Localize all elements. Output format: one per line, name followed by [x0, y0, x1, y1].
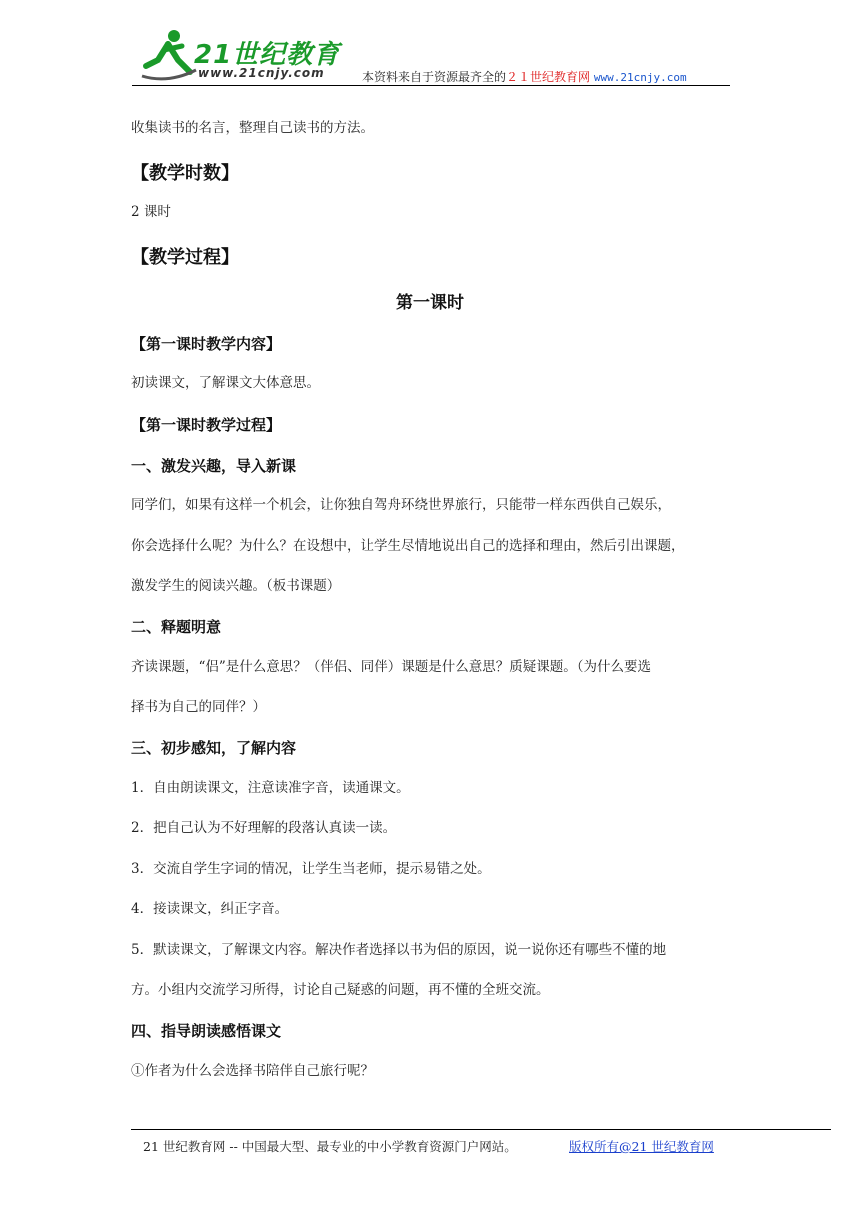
lesson-content-paragraph: 初读课文，了解课文大体意思。	[131, 375, 320, 391]
site-logo	[138, 26, 348, 86]
section-4-title: 四、指导朗读感悟课文	[131, 1022, 282, 1040]
section-3-title: 三、初步感知，了解内容	[131, 739, 297, 757]
lesson-process-heading: 【第一课时教学过程】	[131, 416, 282, 434]
lesson-content-heading: 【第一课时教学内容】	[131, 335, 282, 353]
section-3-item: 4．接读课文，纠正字音。	[131, 901, 289, 917]
section-3-item: 1．自由朗读课文，注意读准字音，读通课文。	[131, 780, 410, 796]
logo-brand-text: 21世纪教育	[194, 40, 341, 70]
section-1-line: 你会选择什么呢？为什么？在设想中，让学生尽情地说出自己的选择和理由，然后引出课题，	[131, 538, 685, 554]
section-3-item: 3．交流自学生字词的情况，让学生当老师，提示易错之处。	[131, 861, 491, 877]
header-note-prefix: 本资料来自于资源最齐全的	[362, 70, 507, 84]
section-1-line: 同学们，如果有这样一个机会，让你独自驾舟环绕世界旅行，只能带一样东西供自己娱乐，	[131, 497, 671, 513]
section-2-title: 二、释题明意	[131, 618, 222, 636]
teaching-hours-value: 2 课时	[131, 204, 171, 220]
header-note-brand: ２１世纪教育网	[506, 70, 591, 84]
header-note	[362, 68, 687, 85]
section-1-title: 一、激发兴趣，导入新课	[131, 457, 297, 475]
logo-url-text: www.21cnjy.com	[198, 66, 325, 80]
teaching-hours-heading: 【教学时数】	[131, 163, 239, 184]
lesson-title: 第一课时	[396, 293, 464, 313]
collect-paragraph: 收集读书的名言，整理自己读书的方法。	[131, 120, 374, 136]
footer-copyright-link[interactable]: 版权所有@21 世纪教育网	[569, 1139, 714, 1154]
header-divider	[132, 85, 730, 86]
footer-divider	[131, 1129, 831, 1130]
section-2-line: 齐读课题，“侣”是什么意思？（伴侣、同伴）课题是什么意思？质疑课题。（为什么要选	[131, 659, 652, 675]
section-4-question: ①作者为什么会选择书陪伴自己旅行呢？	[131, 1063, 374, 1079]
section-3-item: 5．默读课文，了解课文内容。解决作者选择以书为侣的原因，说一说你还有哪些不懂的地	[131, 942, 667, 958]
header-note-url[interactable]: www.21cnjy.com	[593, 71, 687, 84]
section-3-item: 方。小组内交流学习所得，讨论自己疑惑的问题，再不懂的全班交流。	[131, 982, 550, 998]
section-1-line: 激发学生的阅读兴趣。（板书课题）	[131, 578, 341, 594]
section-2-line: 择书为自己的同伴？）	[131, 699, 266, 715]
runner-logo-icon	[138, 26, 198, 86]
section-3-item: 2．把自己认为不好理解的段落认真读一读。	[131, 820, 397, 836]
footer-tagline: 21 世纪教育网 -- 中国最大型、最专业的中小学教育资源门户网站。	[143, 1139, 517, 1154]
teaching-process-heading: 【教学过程】	[131, 247, 239, 268]
